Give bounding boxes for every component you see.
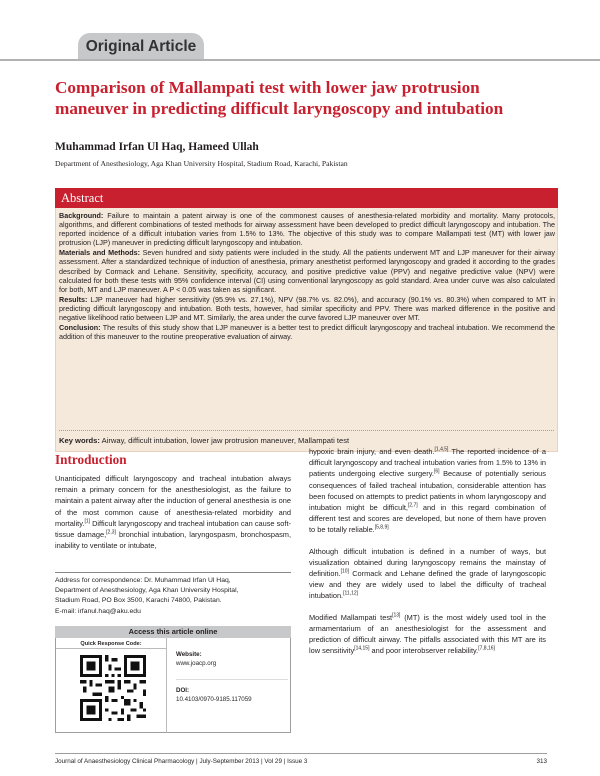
footer-rule [55,753,547,754]
citation[interactable]: [11,12] [343,590,359,597]
intro-text: Difficult laryngoscopy and tracheal intubation can cause soft-tissue damage, [55,518,291,540]
citation[interactable]: [10] [340,568,349,575]
results-text: LJP maneuver had higher sensitivity (95.9% vs. 27.1%), NPV (98.7% vs. 82.0%), and accuracy (90.1% vs. 80.3%) when compared to MT in predicting difficult laryngoscopy and intubation. Both tests, however, had similar specificity and PPV. There was marked difference in the positive and negative likelihood ratio between LJP and MT. Similarly, the area under the curve favored LJP maneuver over MT. [59,294,555,322]
intro-text: (MT) is the most widely used tool in the armamentarium of an anesthesiologist for the assessment and prediction of difficult airway. The pitfalls associated with this MT are its low sensitivity [309,612,546,656]
intro-text: Unanticipated difficult laryngoscopy and tracheal intubation always remain a primary concern for the anesthesiologist, as the failure to maintain a patent airway after the induction of general anesthesia is one of the most common cause of anesthesia-related morbidity and mortality. [55,474,291,528]
intro-paragraph-1 [55,473,291,551]
keywords-text: Airway, difficult intubation, lower jaw protrusion maneuver, Mallampati test [101,436,350,445]
intro-text: bronchial intubation, laryngospasm, bronchospasm, inability to ventilate or intubate, [55,530,291,551]
citation[interactable]: [2,3] [106,529,116,536]
access-divider [166,638,167,733]
abstract-conclusion [59,323,555,341]
intro-paragraph-2 [309,546,546,602]
header-rule [0,59,600,61]
authors: Muhammad Irfan Ul Haq, Hameed Ullah [55,141,259,153]
citation[interactable]: [6] [433,468,440,475]
right-column [309,446,546,666]
intro-text: Modified Mallampati test [309,612,393,622]
access-info [176,650,288,704]
doi-value[interactable]: 10.4103/0970-9185.117059 [176,696,252,703]
affiliation: Department of Anesthesiology, Aga Khan University Hospital, Stadium Road, Karachi, Pakistan [55,159,348,168]
access-separator [176,668,288,680]
abstract-body [59,211,555,342]
journal-info: Journal of Anaesthesiology Clinical Pharmacology | July-September 2013 | Vol 29 | Issue 3 [55,758,308,765]
abstract-results [59,295,555,322]
citation[interactable]: [5,8,9] [374,524,389,531]
keywords [59,436,554,445]
correspondence [55,576,291,617]
website-label: Website: [176,651,202,658]
page-number: 313 [536,758,547,765]
background-text: Failure to maintain a patent airway is one of the commonest causes of anesthesia-related morbidity and mortality. Many protocols, algorithms, and different combinations of tested methods for airway assessment have been developed to predict difficult laryngoscopy and intubation. The reported incidence of a difficult intubation varies from 1.5% to 13%. The objective of this study was to compare Mallampati test (MT) with lower jaw protrusion (LJP) maneuver in predicting difficult laryngoscopy and intubation. [59,211,555,248]
intro-text: Cormack and Lehane defined the grade of laryngoscopic view and they are widely used to label the difficulty of tracheal intubation. [309,569,546,601]
correspondence-email[interactable]: E-mail: irfanul.haq@aku.edu [55,607,141,615]
keywords-divider [59,430,554,431]
citation[interactable]: [7,8,16] [478,645,495,652]
article-title: Comparison of Mallampati test with lower jaw protrusion maneuver in predicting difficult laryngoscopy and intubation [55,78,504,118]
page-footer [55,758,547,765]
abstract-heading: Abstract [55,188,558,208]
qr-code-icon[interactable] [80,655,146,721]
methods-text: Seven hundred and sixty patients were included in the study. All the patients underwent MT and LJP maneuver for their airway assessment. After a standardized technique of induction of anesthesia, primary anesthetist performed laryngoscopy and graded it according to the grades described by Cormack and Lehane. Sensitivity, specificity, accuracy, and positive predictive value (PPV) and negative predictive value (NPV) were calculated for both these tests with 95% confidence interval (CI) using conventional laryngoscopy as gold standard. Area under curve was also calculated for both, MT and LJP maneuver. A P < 0.05 was taken as significant. [59,248,556,294]
abstract-methods [59,248,555,294]
conclusion-text: The results of this study show that LJP maneuver is a better test to predict difficult laryngoscopy and tracheal intubation. We recommend the addition of this maneuver to the routine preoperative evaluation of airway. [59,322,555,341]
citation[interactable]: [13] [392,612,401,619]
citation[interactable]: [1,4,5] [434,446,449,453]
correspondence-line: Address for correspondence: Dr. Muhammad Irfan Ul Haq, [55,577,231,584]
methods-label: Materials and Methods: [59,248,141,258]
correspondence-line: Department of Anesthesiology, Aga Khan University Hospital, [55,587,239,595]
section-tab: Original Article [78,33,204,59]
intro-paragraph-1-cont [309,446,546,536]
qr-label: Quick Response Code: [56,639,166,649]
citation[interactable]: [14,15] [354,645,370,652]
website-link[interactable]: www.joacp.org [176,660,217,667]
correspondence-rule [55,572,291,573]
doi-label: DOI: [176,687,190,694]
intro-text: and poor interobserver reliability. [369,646,479,656]
left-column [55,473,291,551]
intro-text: The reported incidence of a difficult laryngoscopy and tracheal intubation varies from 1.5% to 13% in patients undergoing elective surgery. [309,447,546,479]
intro-text: and in this regard combination of different test and scores are developed, but none of them have proven to be totally reliable. [309,503,546,535]
results-label: Results: [59,294,88,304]
citation[interactable]: [2,7] [407,502,418,509]
abstract-background [59,211,555,248]
access-heading: Access this article online [55,626,291,638]
intro-paragraph-3 [309,612,546,657]
keywords-label: Key words: [59,436,100,445]
citation[interactable]: [1] [84,518,90,525]
intro-text: hypoxic brain injury, and even death. [309,447,435,456]
conclusion-label: Conclusion: [59,322,101,332]
background-label: Background: [59,211,104,220]
intro-text: Although difficult intubation is defined in a number of ways, but visualization obtained during laryngoscopy remains the mainstay of definition. [309,546,546,579]
correspondence-line: Stadium Road, PO Box 3500, Karachi 74800, Pakistan. [55,597,222,605]
introduction-heading: Introduction [55,452,127,467]
intro-text: Because of potentially serious consequences of failed tracheal intubation, considerable attention has been focused on attempts to predict patients in whom laryngoscopy and intubation might be difficult, [309,469,546,513]
